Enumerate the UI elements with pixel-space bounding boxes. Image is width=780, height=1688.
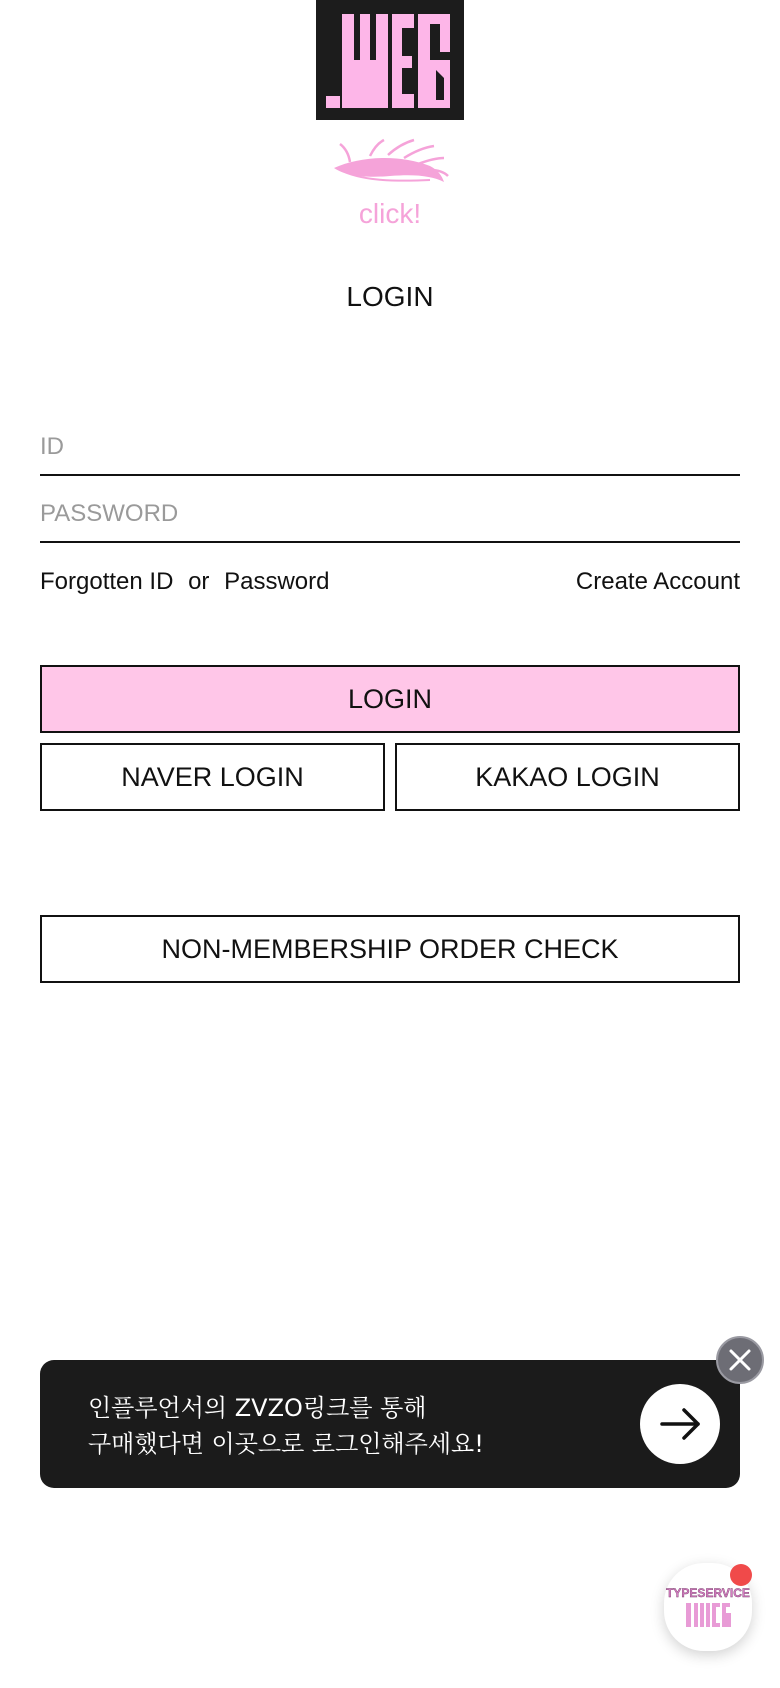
influencer-login-banner[interactable] bbox=[40, 1360, 740, 1488]
or-separator: or bbox=[188, 568, 210, 595]
password-input[interactable] bbox=[40, 487, 740, 543]
svg-text:TYPESERVICE: TYPESERVICE bbox=[666, 1586, 750, 1600]
close-icon bbox=[718, 1338, 762, 1382]
eyelash-icon bbox=[330, 136, 450, 198]
click-label: click! bbox=[358, 198, 422, 229]
forgot-password-link[interactable]: Password bbox=[224, 568, 330, 595]
arrow-right-icon bbox=[640, 1384, 720, 1464]
eye-click-link[interactable] bbox=[330, 136, 450, 236]
forgot-links bbox=[40, 566, 337, 598]
banner-text bbox=[88, 1390, 484, 1462]
web-logo-icon bbox=[316, 0, 464, 120]
brand-logo[interactable] bbox=[316, 0, 464, 120]
banner-line-1: 인플루언서의 ZVZO링크를 통해 bbox=[88, 1394, 427, 1422]
banner-go-button[interactable] bbox=[640, 1384, 720, 1464]
banner-line-2: 구매했다면 이곳으로 로그인해주세요! bbox=[88, 1430, 484, 1458]
notification-dot bbox=[730, 1564, 752, 1586]
naver-login-button[interactable]: NAVER LOGIN bbox=[40, 743, 385, 811]
chat-widget-button[interactable] bbox=[664, 1563, 752, 1651]
account-help-row bbox=[40, 566, 740, 598]
page-title: LOGIN bbox=[346, 281, 434, 312]
banner-close-button[interactable] bbox=[716, 1336, 764, 1384]
create-account-link[interactable]: Create Account bbox=[575, 568, 740, 595]
id-input[interactable] bbox=[40, 420, 740, 476]
non-member-order-check-button[interactable]: NON-MEMBERSHIP ORDER CHECK bbox=[40, 915, 740, 983]
kakao-login-button[interactable]: KAKAO LOGIN bbox=[395, 743, 740, 811]
forgot-id-link[interactable]: Forgotten ID bbox=[40, 568, 174, 595]
login-button[interactable]: LOGIN bbox=[40, 665, 740, 733]
